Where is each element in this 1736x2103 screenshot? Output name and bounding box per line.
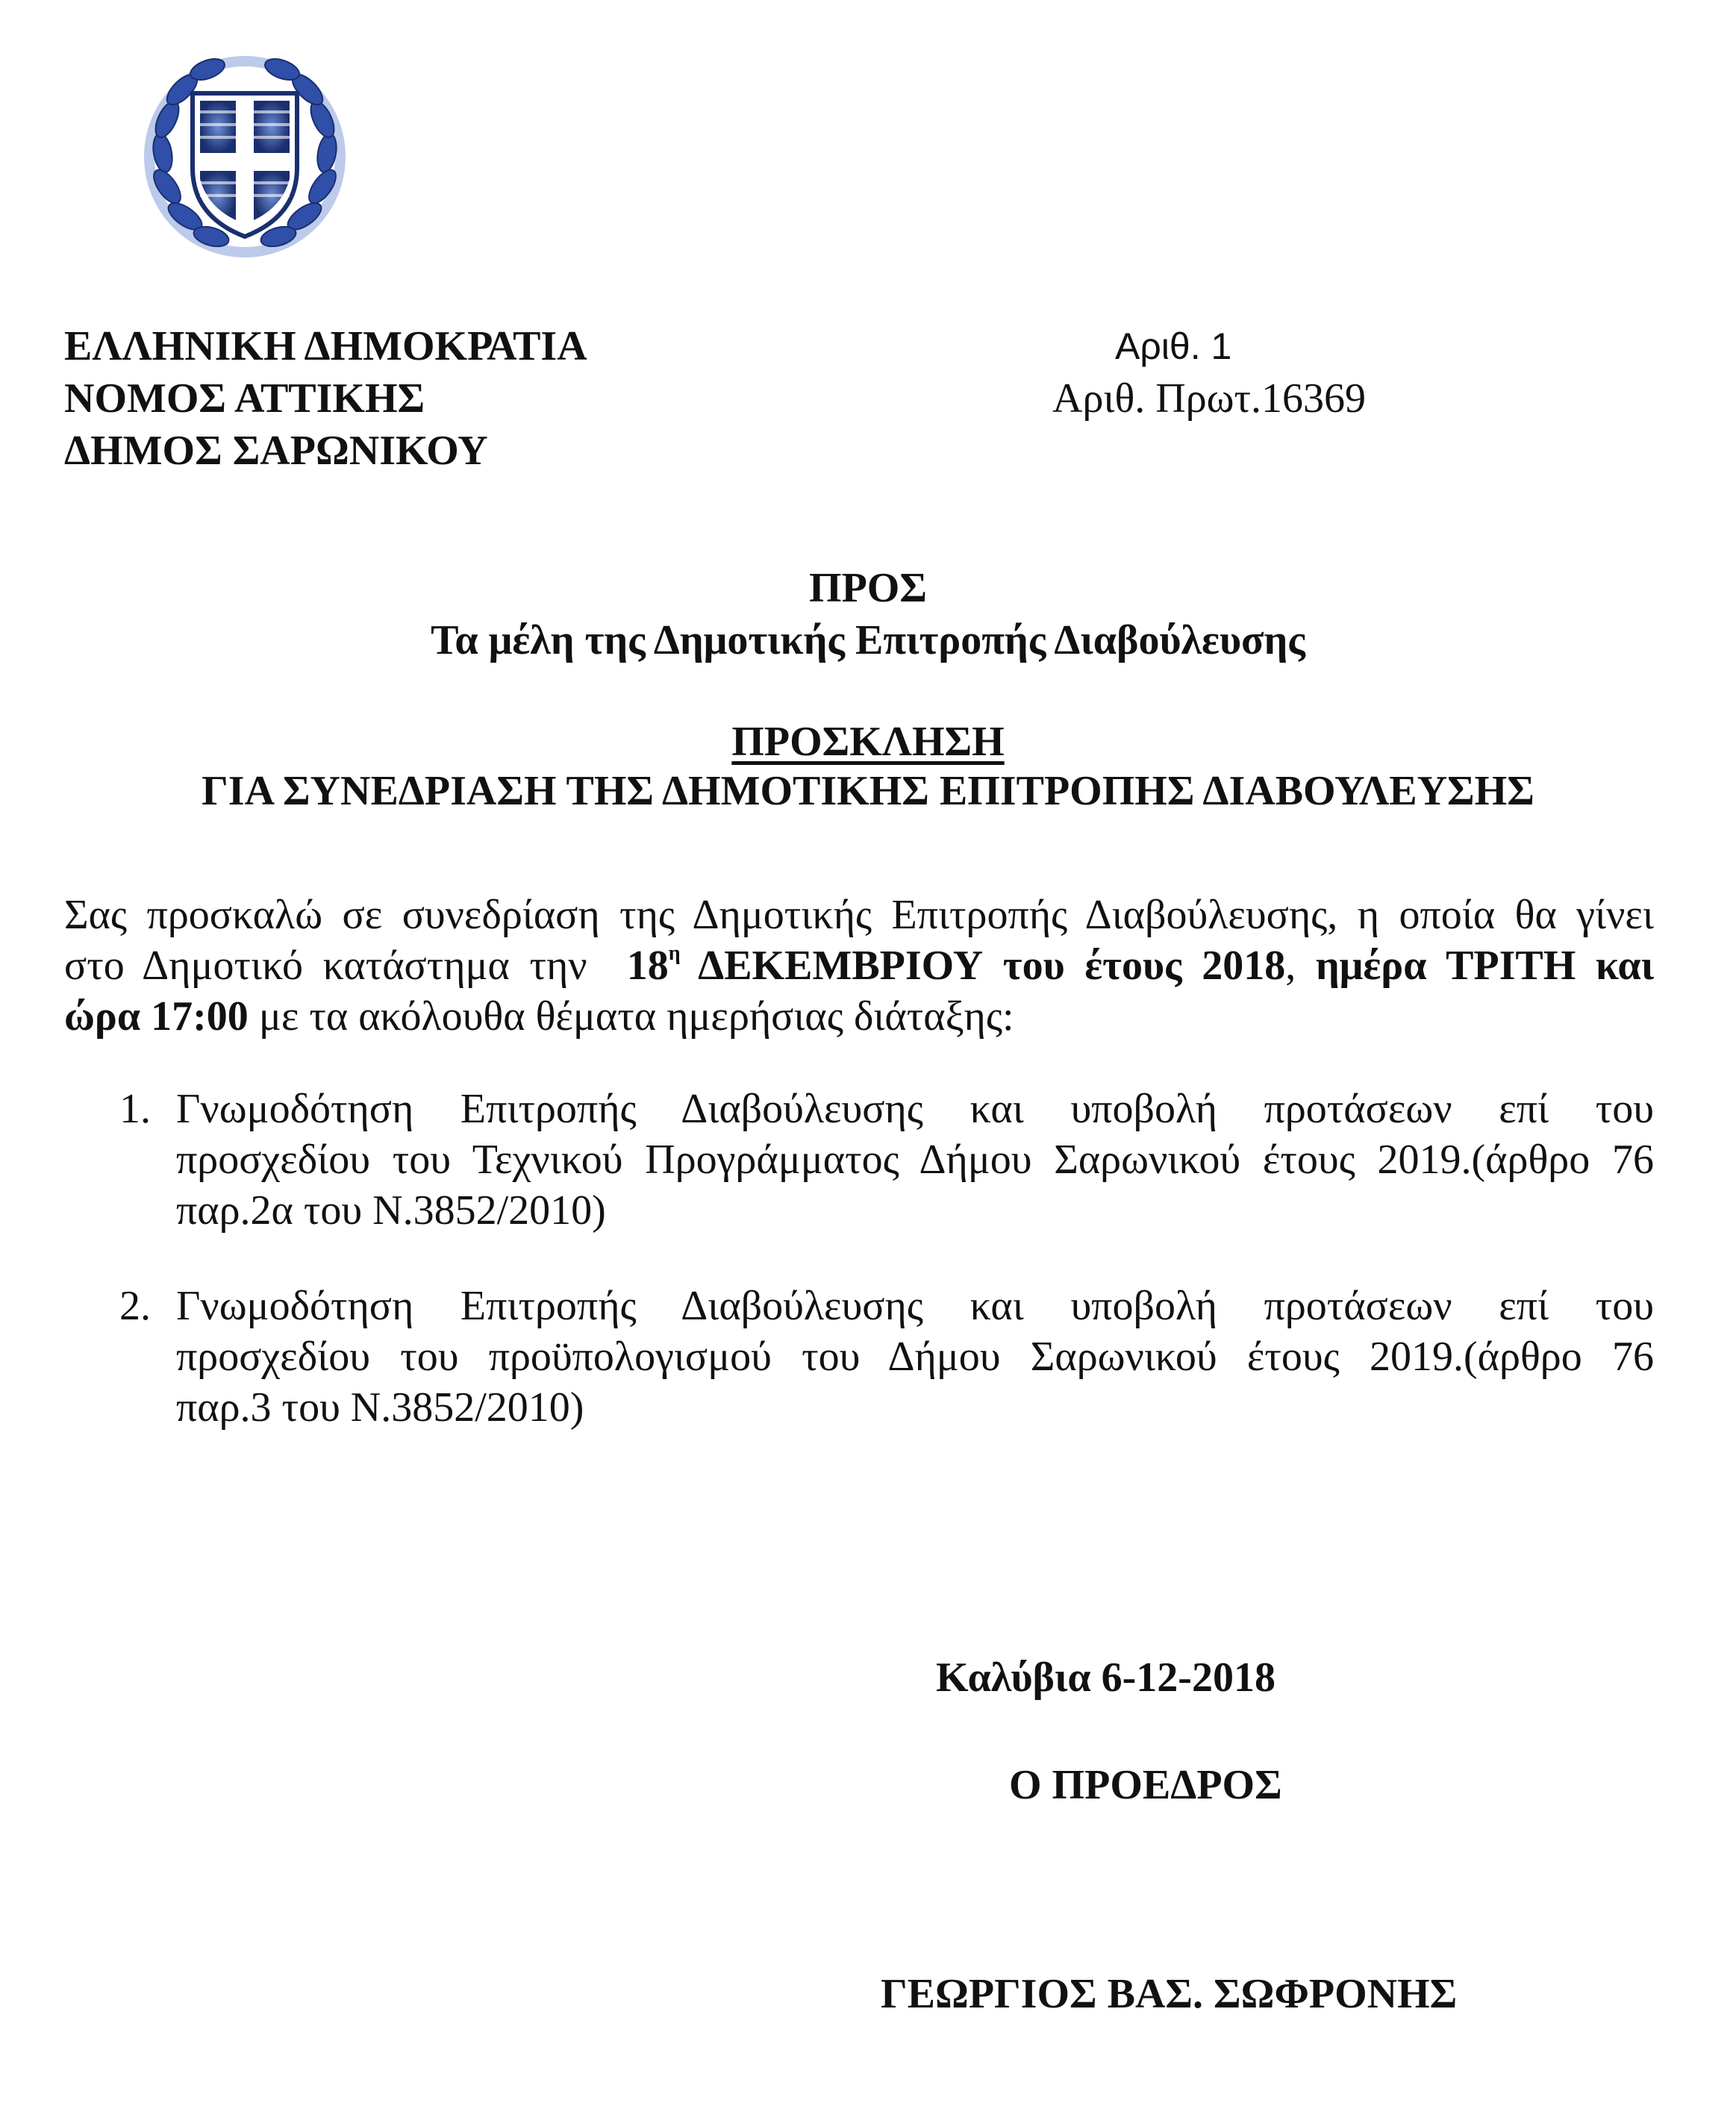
- body-line-2-text: στο Δημοτικό κατάστημα την: [64, 943, 587, 989]
- meeting-time: ώρα 17:00: [64, 993, 249, 1040]
- body-line-3-text: με τα ακόλουθα θέματα ημερήσιας διάταξης:: [258, 993, 1014, 1040]
- header-line-municipality: ΔΗΜΟΣ ΣΑΡΩΝΙΚΟΥ: [64, 428, 488, 474]
- meeting-date-sup: η: [668, 942, 681, 965]
- signatory-name: ΓΕΩΡΓΙΟΣ ΒΑΣ. ΣΩΦΡΟΝΗΣ: [881, 1971, 1458, 2017]
- agenda-item-2-line-3: παρ.3 του Ν.3852/2010): [176, 1384, 584, 1431]
- body-line-3: [64, 991, 1654, 1042]
- greek-coat-of-arms-icon: [133, 41, 357, 265]
- recipient-label: ΠΡΟΣ: [809, 565, 927, 611]
- agenda-item-2-line-2: προσχεδίου του προϋπολογισμού του Δήμου Σαρωνικού έτους 2019.(άρθρο 76: [176, 1334, 1654, 1380]
- document-number: Αριθ. 1: [1115, 325, 1232, 367]
- agenda-item-2-line-1: Γνωμοδότηση Επιτροπής Διαβούλευσης και υποβολή προτάσεων επί του: [176, 1283, 1654, 1329]
- protocol-number: Αριθ. Πρωτ.16369: [1052, 375, 1367, 422]
- agenda-item-1-line-3: παρ.2α του Ν.3852/2010): [176, 1187, 606, 1234]
- place-date: Καλύβια 6-12-2018: [936, 1654, 1276, 1701]
- invitation-title-text: ΠΡΟΣΚΛΗΣΗ: [731, 719, 1005, 765]
- agenda-item-1-line-2: προσχεδίου του Τεχνικού Προγράμματος Δήμου Σαρωνικού έτους 2019.(άρθρο 76: [176, 1137, 1654, 1183]
- agenda-item-1: [176, 1084, 1654, 1236]
- header-line-prefecture: ΝΟΜΟΣ ΑΤΤΙΚΗΣ: [64, 375, 425, 422]
- body-line-1: Σας προσκαλώ σε συνεδρίαση της Δημοτικής Επιτροπής Διαβούλευσης, η οποία θα γίνει: [64, 892, 1654, 938]
- comma: ,: [1285, 943, 1296, 989]
- invitation-title: [0, 715, 1736, 769]
- agenda-item-2-number: 2.: [119, 1283, 151, 1329]
- agenda-item-1-number: 1.: [119, 1086, 151, 1132]
- body-paragraph: [64, 890, 1654, 1042]
- header-line-country: ΕΛΛΗΝΙΚΗ ΔΗΜΟΚΡΑΤΙΑ: [64, 323, 587, 369]
- invitation-subtitle: ΓΙΑ ΣΥΝΕΔΡΙΑΣΗ ΤΗΣ ΔΗΜΟΤΙΚΗΣ ΕΠΙΤΡΟΠΗΣ ΔΙΑΒΟΥΛΕΥΣΗΣ: [202, 768, 1534, 814]
- recipient-text: Τα μέλη της Δημοτικής Επιτροπής Διαβούλευσης: [431, 617, 1305, 663]
- meeting-date: [627, 943, 1286, 989]
- agenda-item-1-line-1: Γνωμοδότηση Επιτροπής Διαβούλευσης και υποβολή προτάσεων επί του: [176, 1086, 1654, 1132]
- body-line-2: [64, 940, 1654, 991]
- agenda-item-2: [176, 1281, 1654, 1433]
- signatory-role: Ο ΠΡΟΕΔΡΟΣ: [1009, 1762, 1282, 1808]
- meeting-date-day: 18: [626, 943, 669, 989]
- meeting-day: ημέρα ΤΡΙΤΗ και: [1315, 943, 1655, 989]
- meeting-date-month-year: ΔΕΚΕΜΒΡΙΟΥ του έτους 2018: [698, 943, 1286, 989]
- coat-of-arms-emblem: [133, 41, 357, 265]
